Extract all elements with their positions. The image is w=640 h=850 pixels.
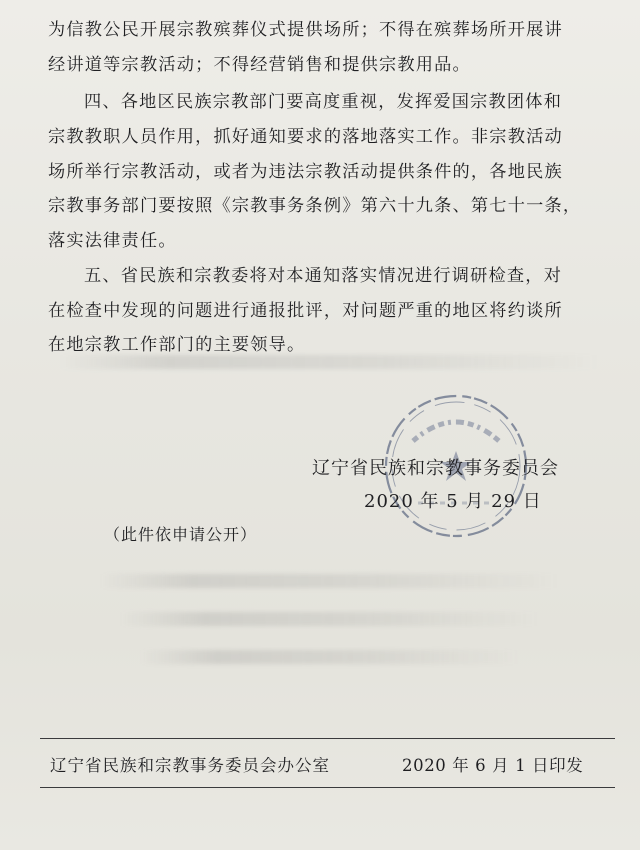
signing-date: 2020 年 5 月 29 日 [364,491,542,512]
bleed-through-shadow [140,650,520,664]
body-text-line: 宗教事务部门要按照《宗教事务条例》第六十九条、第七十一条， [48,196,582,216]
footer-bottom-rule [40,787,615,788]
body-text-line: 落实法律责任。 [48,231,177,251]
body-text-line: 场所举行宗教活动，或者为违法宗教活动提供条件的，各地民族 [48,162,563,182]
footer-print-date: 2020 年 6 月 1 日印发 [402,756,584,775]
body-text-line: 在检查中发现的问题进行通报批评，对问题严重的地区将约谈所 [48,301,563,321]
body-text-line: 为信教公民开展宗教殡葬仪式提供场所；不得在殡葬场所开展讲 [48,20,563,40]
paragraph-5-start: 五、省民族和宗教委将对本通知落实情况进行调研检查，对 [84,266,563,286]
bleed-through-shadow [120,612,540,626]
body-text-line: 经讲道等宗教活动；不得经营销售和提供宗教用品。 [48,55,471,75]
seal-lettering-arc [413,422,499,441]
signing-organization: 辽宁省民族和宗教事务委员会 [312,458,559,479]
bleed-through-shadow [60,355,600,369]
footer-top-rule [40,738,615,739]
disclosure-note: （此件依申请公开） [104,525,258,544]
body-text-line: 宗教教职人员作用，抓好通知要求的落地落实工作。非宗教活动 [48,127,563,147]
body-text-line: 在地宗教工作部门的主要领导。 [48,335,306,355]
footer-issuer: 辽宁省民族和宗教事务委员会办公室 [50,756,330,775]
bleed-through-shadow [100,574,560,588]
paragraph-4-start: 四、各地区民族宗教部门要高度重视，发挥爱国宗教团体和 [84,92,563,112]
